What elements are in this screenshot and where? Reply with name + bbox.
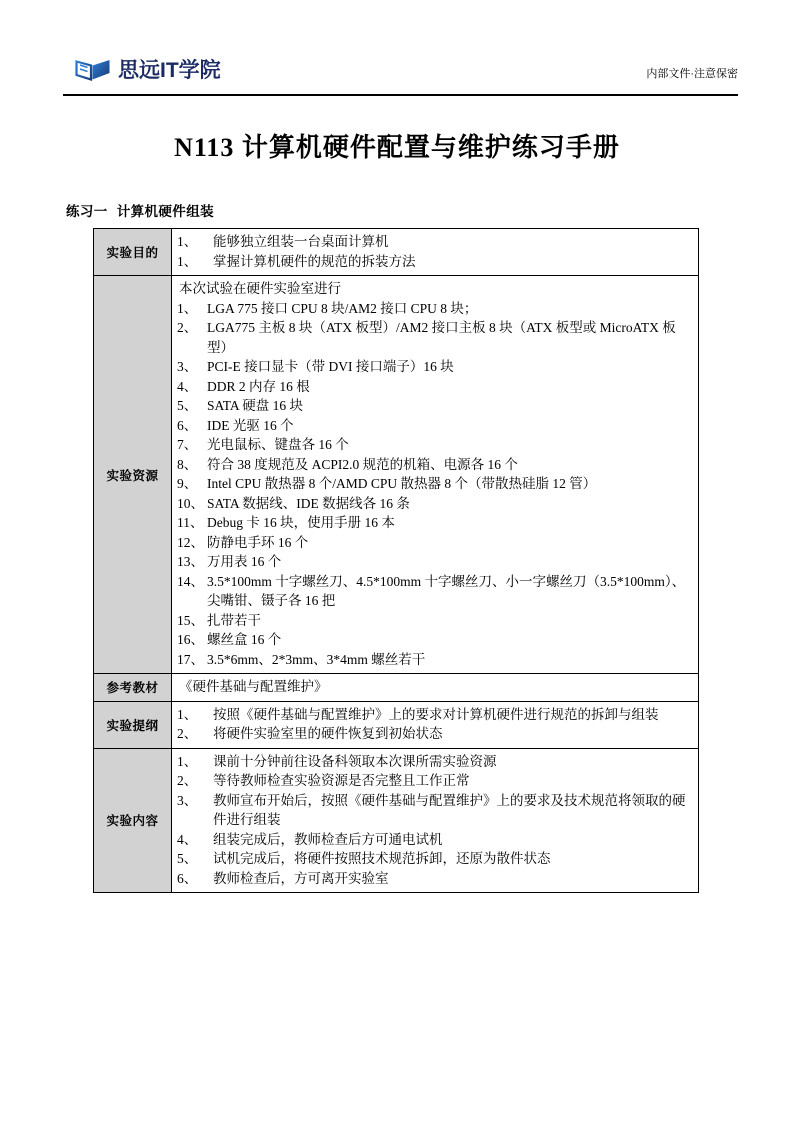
list-item (177, 232, 693, 252)
list-item (177, 752, 693, 772)
confidentiality-note: 内部文件·注意保密 (646, 68, 738, 80)
section-heading (66, 200, 214, 220)
list-marker: 15、 (177, 612, 204, 628)
list-text: PCI-E 接口显卡（带 DVI 接口端子）16 块 (207, 359, 454, 374)
list-item (177, 416, 693, 436)
list-item (177, 435, 693, 455)
list-marker: 2、 (177, 320, 198, 335)
list-item (177, 869, 693, 889)
list-marker: 2、 (177, 773, 198, 788)
section-name: 计算机硬件组装 (116, 204, 215, 219)
list-marker: 3、 (177, 359, 198, 374)
list-item (177, 572, 693, 611)
list-text: IDE 光驱 16 个 (207, 417, 294, 433)
list-marker: 1、 (177, 234, 198, 249)
list-marker: 16、 (177, 632, 204, 647)
list-marker: 1、 (177, 253, 198, 269)
open-book-mark-icon (75, 58, 111, 82)
list-text: 教师检查后，方可离开实验室 (213, 870, 389, 886)
list-marker: 5、 (177, 851, 198, 866)
list-item (177, 474, 693, 494)
list-item (177, 494, 693, 514)
list-text: LGA775 主板 8 块（ATX 板型）/AM2 接口主板 8 块（ATX 板型或 MicroATX 板型） (207, 320, 676, 355)
row-label-resources: 实验资源 (94, 276, 172, 674)
list-marker: 8、 (177, 456, 198, 472)
list-item (177, 357, 693, 377)
list-text: SATA 硬盘 16 块 (207, 398, 304, 413)
list-item (177, 611, 693, 631)
list-marker: 4、 (177, 378, 198, 394)
page-title: N113 计算机硬件配置与维护练习手册 (174, 133, 620, 162)
table-row-purpose (94, 229, 699, 276)
list-item (177, 552, 693, 572)
list-marker: 17、 (177, 651, 204, 667)
list-item (177, 252, 693, 272)
header-divider (63, 94, 738, 96)
list-item (177, 377, 693, 397)
list-item (177, 630, 693, 650)
table-row-textbook (94, 674, 699, 702)
content-list (177, 752, 693, 889)
list-marker: 10、 (177, 495, 204, 511)
list-marker: 6、 (177, 870, 198, 886)
list-item (177, 705, 693, 725)
list-text: SATA 数据线、IDE 数据线各 16 条 (207, 495, 410, 511)
row-content-content (172, 748, 699, 893)
list-text: 按照《硬件基础与配置维护》上的要求对计算机硬件进行规范的拆卸与组装 (213, 706, 659, 722)
document-header (62, 46, 738, 94)
brand-name: 思远IT学院 (118, 58, 221, 82)
textbook-title: 《硬件基础与配置维护》 (179, 679, 328, 694)
list-text: Debug 卡 16 块，使用手册 16 本 (207, 515, 395, 530)
list-text: 试机完成后，将硬件按照技术规范拆卸，还原为散件状态 (213, 851, 551, 866)
resources-list (177, 299, 693, 670)
list-text: Intel CPU 散热器 8 个/AMD CPU 散热器 8 个（带散热硅脂 12 管） (207, 476, 597, 491)
list-text: LGA 775 接口 CPU 8 块/AM2 接口 CPU 8 块； (207, 300, 478, 316)
section-label: 练习一 (66, 204, 108, 219)
list-marker: 1、 (177, 706, 198, 722)
list-text: 万用表 16 个 (207, 554, 282, 569)
list-item (177, 724, 693, 744)
row-content-purpose (172, 229, 699, 276)
list-marker: 3、 (177, 792, 198, 808)
list-text: 符合 38 度规范及 ACPI2.0 规范的机箱、电源各 16 个 (207, 456, 518, 472)
row-content-outline (172, 701, 699, 748)
row-content-resources (172, 276, 699, 674)
list-marker: 1、 (177, 300, 198, 316)
list-text: 教师宣布开始后，按照《硬件基础与配置维护》上的要求及技术规范将领取的硬件进行组装 (213, 792, 686, 827)
list-text: 光电鼠标、键盘各 16 个 (207, 437, 349, 452)
list-text: DDR 2 内存 16 根 (207, 378, 310, 394)
list-text: 组装完成后，教师检查后方可通电试机 (213, 831, 443, 847)
row-label-textbook: 参考教材 (94, 674, 172, 702)
list-item (177, 650, 693, 670)
list-marker: 12、 (177, 534, 204, 550)
list-text: 扎带若干 (207, 612, 261, 628)
row-label-content: 实验内容 (94, 748, 172, 893)
list-item (177, 533, 693, 553)
list-marker: 5、 (177, 398, 198, 413)
list-text: 螺丝盒 16 个 (207, 632, 282, 647)
list-text: 防静电手环 16 个 (207, 534, 309, 550)
row-content-textbook (172, 674, 699, 702)
list-text: 3.5*6mm、2*3mm、3*4mm 螺丝若干 (207, 651, 426, 667)
table-row-outline (94, 701, 699, 748)
purpose-list (177, 232, 693, 271)
list-marker: 4、 (177, 831, 198, 847)
resources-intro: 本次试验在硬件实验室进行 (179, 281, 341, 296)
list-item (177, 849, 693, 869)
table-row-content (94, 748, 699, 893)
outline-list (177, 705, 693, 744)
list-marker: 9、 (177, 476, 198, 491)
list-marker: 7、 (177, 437, 198, 452)
list-text: 能够独立组装一台桌面计算机 (213, 234, 389, 249)
list-item (177, 791, 693, 830)
list-item (177, 318, 693, 357)
list-text: 等待教师检查实验资源是否完整且工作正常 (213, 773, 470, 788)
list-item (177, 830, 693, 850)
list-marker: 11、 (177, 515, 204, 530)
list-marker: 2、 (177, 726, 198, 741)
list-marker: 14、 (177, 573, 204, 589)
list-item (177, 455, 693, 475)
list-text: 掌握计算机硬件的规范的拆装方法 (213, 253, 416, 269)
list-text: 3.5*100mm 十字螺丝刀、4.5*100mm 十字螺丝刀、小一字螺丝刀（3.5*100mm）、尖嘴钳、镊子各 16 把 (207, 573, 686, 608)
list-marker: 6、 (177, 417, 198, 433)
table-row-resources (94, 276, 699, 674)
list-item (177, 396, 693, 416)
list-item (177, 771, 693, 791)
list-marker: 13、 (177, 554, 204, 569)
list-text: 课前十分钟前往设备科领取本次课所需实验资源 (213, 753, 497, 769)
row-label-outline: 实验提纲 (94, 701, 172, 748)
list-item (177, 513, 693, 533)
list-text: 将硬件实验室里的硬件恢复到初始状态 (213, 726, 443, 741)
list-marker: 1、 (177, 753, 198, 769)
list-item (177, 299, 693, 319)
brand-logo (75, 58, 221, 82)
row-label-purpose: 实验目的 (94, 229, 172, 276)
exercise-table (93, 228, 699, 893)
